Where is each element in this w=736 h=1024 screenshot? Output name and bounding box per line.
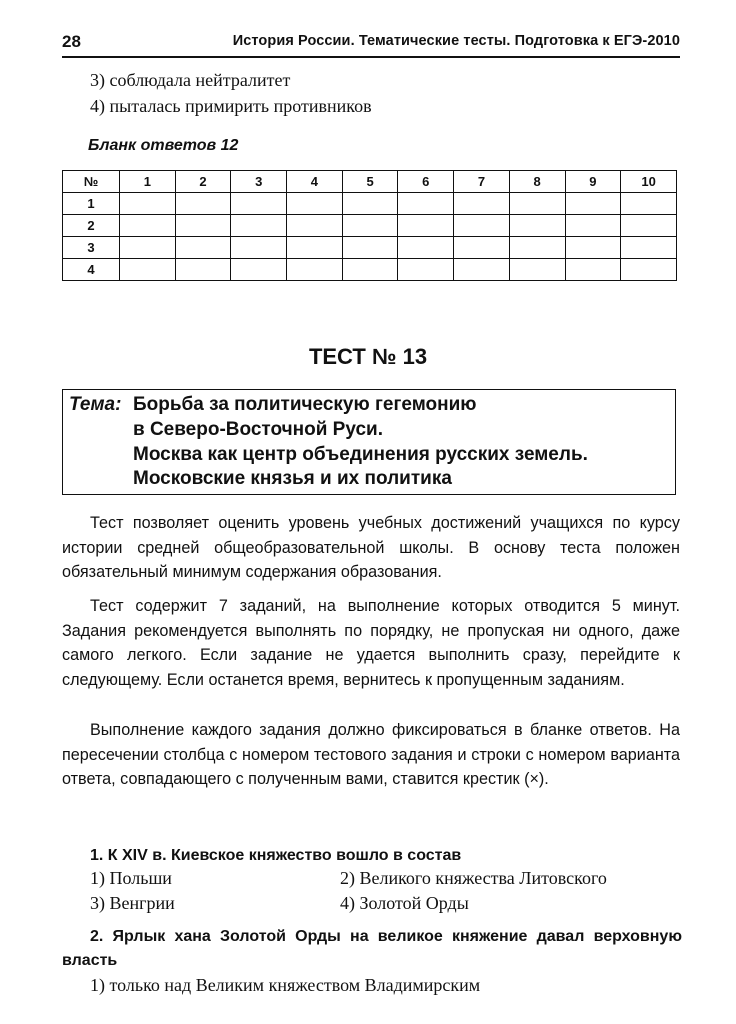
answer-form-title: Бланк ответов 12 [88, 137, 239, 154]
answer-cell[interactable] [621, 237, 677, 259]
answer-cell[interactable] [231, 237, 287, 259]
book-title: История России. Тематические тесты. Подготовка к ЕГЭ-2010 [232, 33, 680, 49]
row-header: 4 [63, 259, 120, 281]
answer-cell[interactable] [454, 193, 510, 215]
table-row [63, 193, 677, 215]
answer-cell[interactable] [398, 193, 454, 215]
answer-cell[interactable] [565, 215, 621, 237]
answer-cell[interactable] [175, 215, 231, 237]
question-1-option: 3) Венгрии [90, 893, 175, 913]
column-header: 1 [120, 171, 176, 193]
answer-cell[interactable] [231, 215, 287, 237]
test-title: ТЕСТ № 13 [308, 344, 428, 369]
answer-cell[interactable] [454, 259, 510, 281]
answer-cell[interactable] [398, 259, 454, 281]
question-2-text: 2. Ярлык хана Золотой Орды на великое княжение давал верховную власть [62, 928, 682, 969]
theme-line: Москва как центр объединения русских земель. [133, 444, 588, 465]
column-header: 4 [287, 171, 343, 193]
column-header: 7 [454, 171, 510, 193]
question-2-option: 1) только над Великим княжеством Владимирским [90, 975, 481, 995]
column-header: 10 [621, 171, 677, 193]
page-header [62, 30, 680, 58]
column-header: 6 [398, 171, 454, 193]
answer-cell[interactable] [509, 215, 565, 237]
previous-option: 3) соблюдала нейтралитет [90, 70, 291, 90]
answer-cell[interactable] [287, 237, 343, 259]
answer-cell[interactable] [621, 259, 677, 281]
question-1-option: 1) Польши [90, 868, 172, 888]
row-header: 2 [63, 215, 120, 237]
table-row [63, 259, 677, 281]
answer-cell[interactable] [398, 237, 454, 259]
answer-cell[interactable] [120, 237, 176, 259]
column-header: 9 [565, 171, 621, 193]
question-1-option: 4) Золотой Орды [340, 893, 469, 913]
column-header: 8 [509, 171, 565, 193]
answer-cell[interactable] [231, 193, 287, 215]
answer-cell[interactable] [509, 259, 565, 281]
answer-cell[interactable] [342, 215, 398, 237]
table-row [63, 237, 677, 259]
theme-box [62, 389, 676, 495]
answer-cell[interactable] [231, 259, 287, 281]
answer-cell[interactable] [175, 237, 231, 259]
question-1-text: 1. К XIV в. Киевское княжество вошло в состав [90, 847, 462, 864]
answer-cell[interactable] [175, 259, 231, 281]
answer-cell[interactable] [565, 259, 621, 281]
answer-cell[interactable] [287, 259, 343, 281]
table-header-row [63, 171, 677, 193]
answer-cell[interactable] [398, 215, 454, 237]
column-header: 5 [342, 171, 398, 193]
answer-cell[interactable] [454, 237, 510, 259]
theme-label: Тема: [69, 394, 122, 415]
answer-cell[interactable] [565, 193, 621, 215]
answer-cell[interactable] [287, 193, 343, 215]
page-number: 28 [62, 32, 81, 51]
table-row [63, 215, 677, 237]
answer-cell[interactable] [175, 193, 231, 215]
row-header: 3 [63, 237, 120, 259]
answer-cell[interactable] [509, 237, 565, 259]
answer-cell[interactable] [120, 215, 176, 237]
column-header: 3 [231, 171, 287, 193]
answer-cell[interactable] [621, 193, 677, 215]
question-1-option: 2) Великого княжества Литовского [340, 868, 607, 888]
answer-cell[interactable] [454, 215, 510, 237]
intro-paragraph: Тест содержит 7 заданий, на выполнение которых отводится 5 минут. Задания рекомендуется выполнять по порядку, не пропуская ни одного, даже самого легкого. Если задание не удается выполнить сразу, перейдите к следующему. Если останется время, вернитесь к пропущенным заданиям. [62, 597, 680, 689]
theme-line: Борьба за политическую гегемонию [133, 394, 477, 415]
intro-paragraph: Выполнение каждого задания должно фиксироваться в бланке ответов. На пересечении столбца с номером тестового задания и строки с номером варианта ответа, совпадающего с полученным вами, ставится крестик (×). [62, 721, 680, 788]
theme-line: в Северо-Восточной Руси. [133, 419, 383, 440]
answer-cell[interactable] [120, 193, 176, 215]
theme-line: Московские князья и их политика [133, 468, 452, 489]
table-corner-cell: № [63, 171, 120, 193]
row-header: 1 [63, 193, 120, 215]
column-header: 2 [175, 171, 231, 193]
answer-cell[interactable] [287, 215, 343, 237]
answer-cell[interactable] [120, 259, 176, 281]
answer-form-table [62, 170, 677, 281]
answer-cell[interactable] [342, 259, 398, 281]
answer-cell[interactable] [509, 193, 565, 215]
answer-cell[interactable] [565, 237, 621, 259]
answer-cell[interactable] [342, 193, 398, 215]
answer-cell[interactable] [621, 215, 677, 237]
previous-option: 4) пыталась примирить противников [90, 96, 372, 116]
answer-cell[interactable] [342, 237, 398, 259]
intro-paragraph: Тест позволяет оценить уровень учебных достижений учащихся по курсу истории средней общеобразовательной школы. В основу теста положен обязательный минимум содержания образования. [62, 514, 680, 581]
